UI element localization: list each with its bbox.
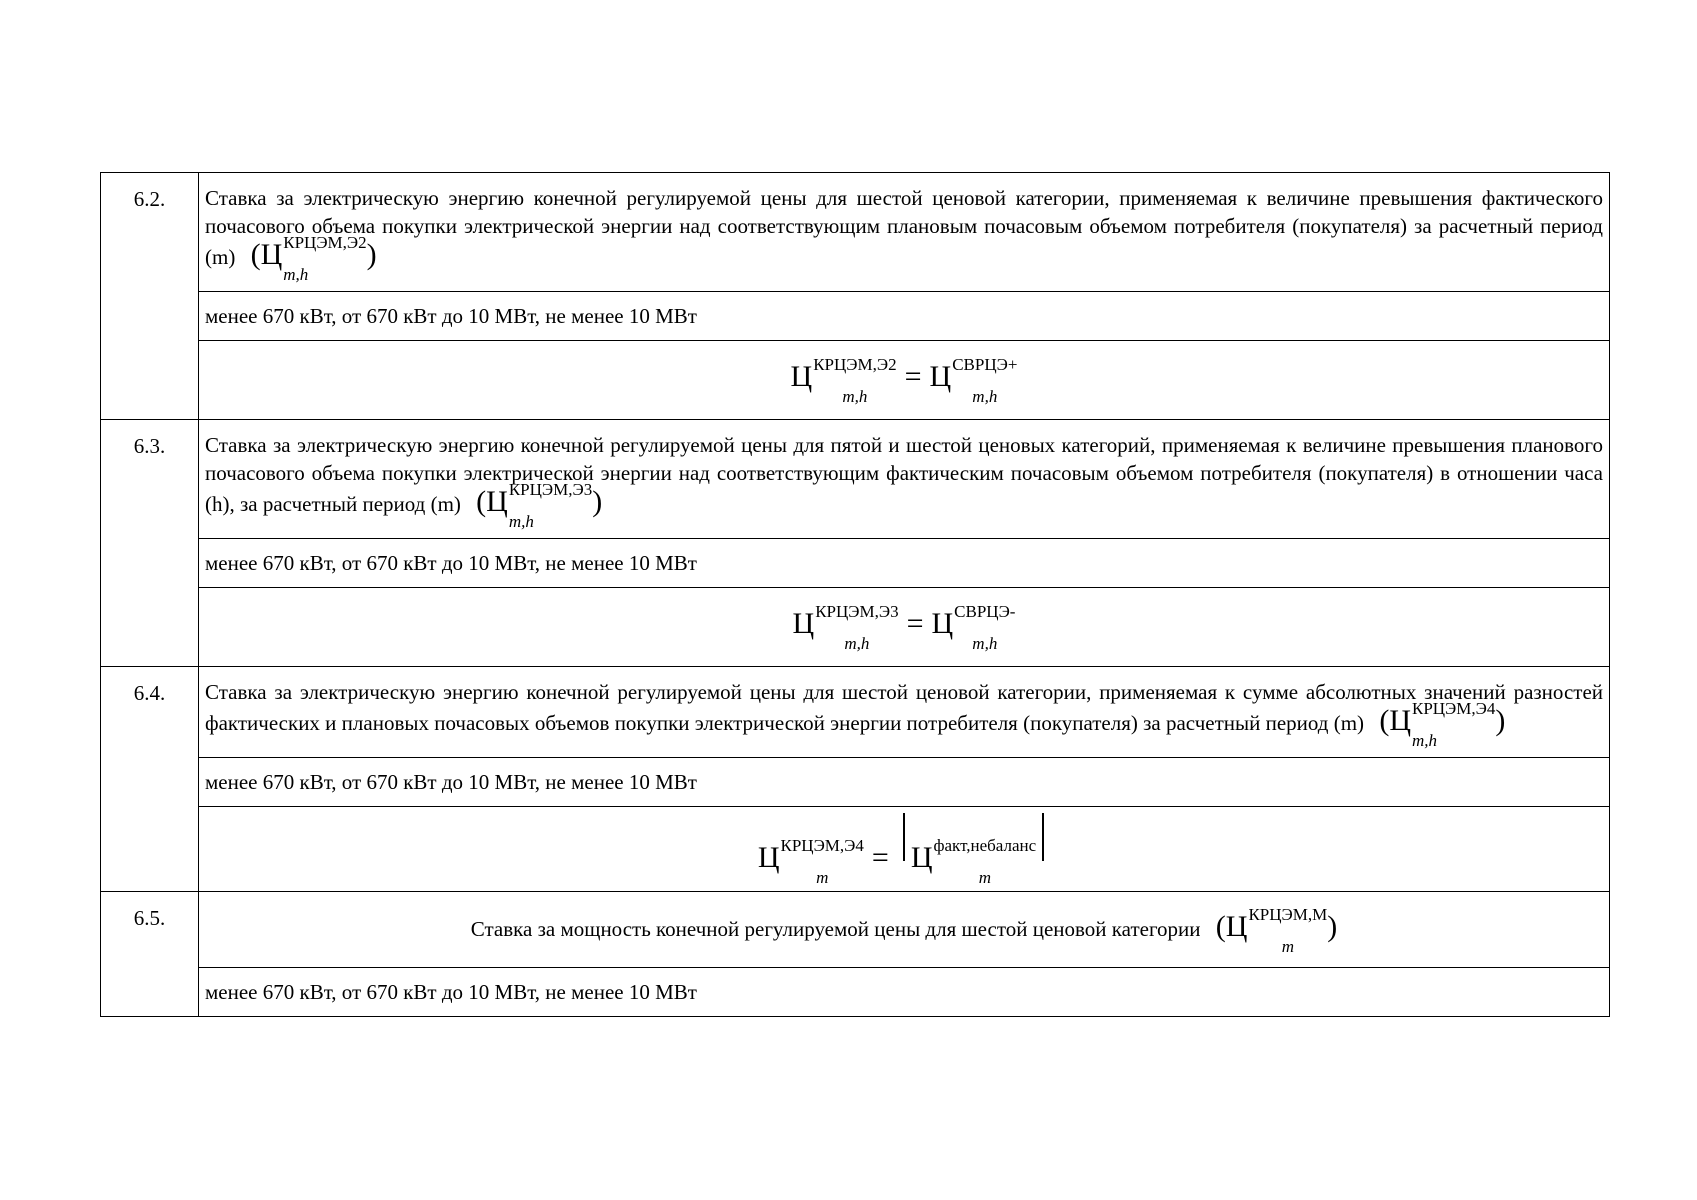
rate-description	[199, 173, 1610, 292]
row-number: 6.2.	[101, 173, 199, 420]
rate-description	[199, 667, 1610, 758]
rate-symbol: ( Ц КРЦЭМ,Э3 m,h )	[476, 480, 603, 531]
row-number: 6.3.	[101, 420, 199, 667]
rate-symbol: ( Ц КРЦЭМ,Э2 m,h )	[250, 233, 377, 284]
rate-description	[199, 892, 1610, 968]
tariff-table	[100, 172, 1610, 1017]
formula: Ц КРЦЭМ,Э4 m = Ц факт,небаланс m	[199, 807, 1610, 892]
power-range: менее 670 кВт, от 670 кВт до 10 МВт, не менее 10 МВт	[199, 292, 1610, 341]
description-text: Ставка за мощность конечной регулируемой цены для шестой ценовой категории	[470, 917, 1201, 941]
rate-description	[199, 420, 1610, 539]
formula: Ц КРЦЭМ,Э2 m,h = Ц СВРЦЭ+ m,h	[199, 341, 1610, 420]
description-text: Ставка за электрическую энергию конечной регулируемой цены для шестой ценовой категории, применяемая к величине превышения фактического почасового объема покупки электрической энергии над соответствующим плановым почасовым объемом потребителя (покупателя) за расчетный период (m)	[205, 186, 1603, 269]
absolute-value-bar-right	[1042, 813, 1044, 861]
row-number: 6.5.	[101, 892, 199, 1017]
description-text: Ставка за электрическую энергию конечной регулируемой цены для пятой и шестой ценовых категорий, применяемая к величине превышения планового почасового объема покупки электрической энергии над соответствующим фактическим почасовым объемом потребителя (покупателя) в отношении часа (h), за расчетный период (m)	[205, 433, 1603, 516]
absolute-value-bar-left	[903, 813, 905, 861]
formula: Ц КРЦЭМ,Э3 m,h = Ц СВРЦЭ- m,h	[199, 588, 1610, 667]
description-text: Ставка за электрическую энергию конечной регулируемой цены для шестой ценовой категории, применяемая к сумме абсолютных значений разностей фактических и плановых почасовых объемов покупки электрической энергии потребителя (покупателя) за расчетный период (m)	[205, 680, 1603, 735]
power-range: менее 670 кВт, от 670 кВт до 10 МВт, не менее 10 МВт	[199, 539, 1610, 588]
power-range: менее 670 кВт, от 670 кВт до 10 МВт, не менее 10 МВт	[199, 968, 1610, 1017]
rate-symbol: ( Ц КРЦЭМ,Э4 m,h )	[1379, 699, 1506, 750]
row-number: 6.4.	[101, 667, 199, 892]
power-range: менее 670 кВт, от 670 кВт до 10 МВт, не менее 10 МВт	[199, 758, 1610, 807]
rate-symbol: ( Ц КРЦЭМ,М m )	[1215, 905, 1338, 956]
